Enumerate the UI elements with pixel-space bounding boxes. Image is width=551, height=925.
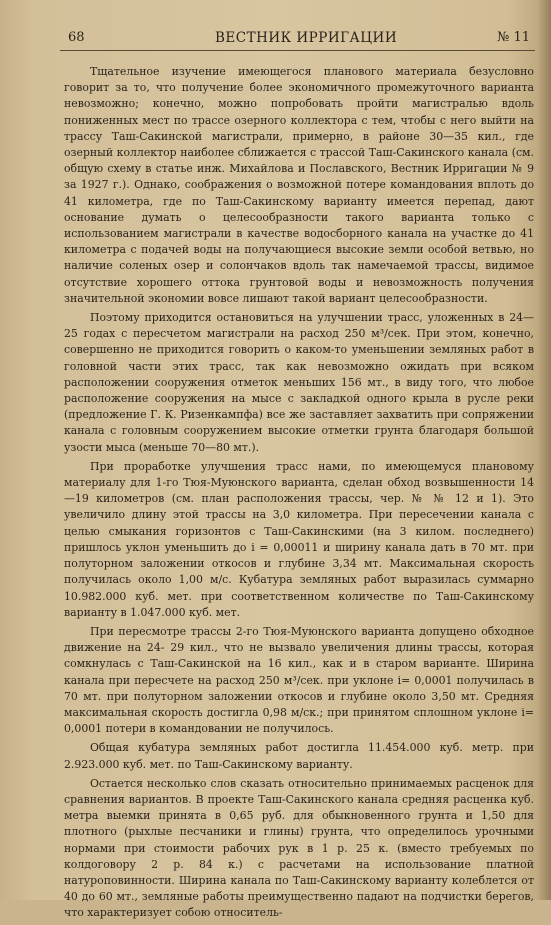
paragraph: Поэтому приходится остановиться на улучшении трасс, уложенных в 24—25 годах с пересчетом магистрали на расход 250 м³/сек. При этом, конечно, совершенно не приходится говорить о каком-то уменьшении земляных работ в головной части этих трасс, так как невозможно ожидать при всяком расположении сооружения отметок меньших 156 мт., в виду того, что любое расположение сооружения на мысе с закладкой одного крыла в русле реки (предложение Г. К. Ризенкампфа) все же заставляет захватить при сопряжении канала с головным сооружением высокие отметки грунта благодаря большой узости мыса (меньше 70—80 мт.). xyxy=(64,311,534,454)
journal-title: ВЕСТНИК ИРРИГАЦИИ xyxy=(215,30,398,46)
header-rule xyxy=(60,50,535,51)
page-number: 68 xyxy=(68,30,85,45)
issue-number: № 11 xyxy=(497,30,530,45)
paragraph: При пересмотре трассы 2-го Тюя-Муюнского варианта допущено обходное движение на 24- 29 кил., что не вызвало увеличения длины трассы, которая сомкнулась с Таш-Сакинской на 16 кил., как и в старом варианте. Ширина канала при пересчете на расход 250 м³/сек. при уклоне i= 0,0001 получилась в 70 мт. при полуторном заложении откосов и глубине около 3,50 мт. Средняя максимальная скорость достигла 0,98 м/ск.; при принятом сплошном уклоне i= 0,0001 потери в командовании не получилось. xyxy=(64,624,534,736)
article-body xyxy=(64,64,534,925)
page-edge-shadow xyxy=(537,0,551,900)
paragraph: Остается несколько слов сказать относительно принимаемых расценок для сравнения вариантов. В проекте Таш-Сакинского канала средняя расценка куб. метра выемки принята в 0,65 руб. для обыкновенного грунта и 1,50 для плотного (рыхлые песчаники и глины) грунта, что определилось урочными нормами при стоимости рабочих рук в 1 р. 25 к. (вместо требуемых по колдоговору 2 р. 84 к.) с расчетами на использование платной натуроповинности. Ширина канала по Таш-Сакинскому варианту колеблется от 40 до 60 мт., земляные работы преимущественно падают на подчистки берегов, что характеризует собою относитель- xyxy=(64,776,534,920)
paragraph: При проработке улучшения трасс нами, по имеющемуся плановому материалу для 1-го Тюя-Муюнского варианта, сделан обход возвышенности 14—19 километров (см. план расположения трассы, чер. № № 12 и 1). Это увеличило длину этой трассы на 3,0 километра. При пересечении канала с целью смыкания горизонтов с Таш-Сакинскими (на 3 килом. последнего) пришлось уклон уменьшить до i = 0,00011 и ширину канала дать в 70 мт. при полуторном заложении откосов и глубине 3,34 мт. Максимальная скорость получилась около 1,00 м/с. Кубатура земляных работ выразилась суммарно 10.982.000 куб. мет. при соответственном количестве по Таш-Сакинскому варианту в 1.047.000 куб. мет. xyxy=(64,459,534,619)
paragraph: Тщательное изучение имеющегося планового материала безусловно говорит за то, что получение более экономичного промежуточного варианта невозможно; конечно, можно попробовать пройти магистралью вдоль пониженных мест по трассе озерного коллектора с тем, чтобы с него выйти на трассу Таш-Сакинской магистрали, примерно, в районе 30—35 кил., где озерный коллектор наиболее сближается с трассой Таш-Сакинского канала (см. общую схему в статье инж. Михайлова и Пославского, Вестник Ирригации № 9 за 1927 г.). Однако, соображения о возможной потере командования вплоть до 41 километра, где по Таш-Сакинскому варианту имеется перепад, дают основание думать о целесообразности такого варианта только с использованием магистрали в качестве водосборного канала на участке до 41 километра с подачей воды на получающиеся высокие земли особой ветвью, но наличие соленых озер и солончаков вдоль так намечаемой трассы, видимое отсутствие хорошего оттока грунтовой воды и невозможность получения значительной экономии вовсе лишают такой вариант целесообразности. xyxy=(64,65,534,305)
paragraph: Общая кубатура земляных работ достигла 11.454.000 куб. метр. при 2.923.000 куб. мет. по Таш-Сакинскому варианту. xyxy=(64,741,534,771)
page-header xyxy=(60,28,530,48)
